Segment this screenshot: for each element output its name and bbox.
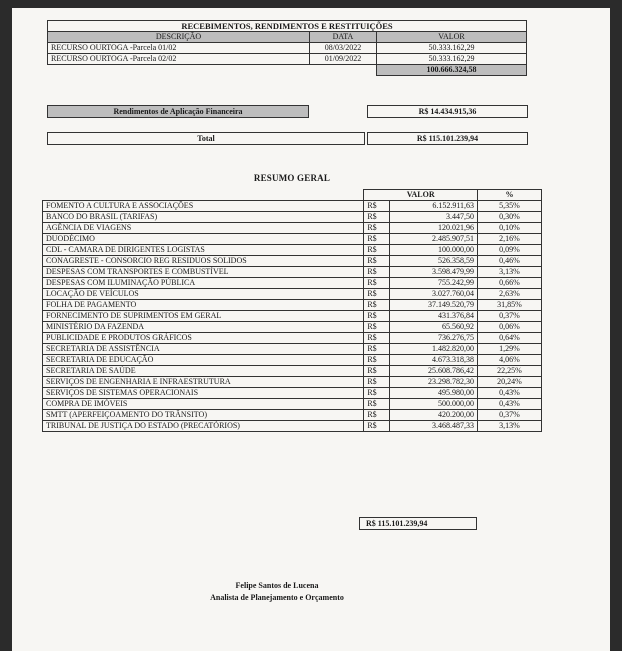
currency-symbol: R$ [364,300,389,311]
expense-value: 23.298.782,30 [389,377,477,388]
receipts-table [47,20,527,76]
expense-name: FOMENTO A CULTURA E ASSOCIAÇÕES [43,201,364,212]
expense-name: FORNECIMENTO DE SUPRIMENTOS EM GERAL [43,311,364,322]
table-row [43,278,542,289]
expense-pct: 0,46% [478,256,542,267]
expense-pct: 0,37% [478,410,542,421]
expense-value: 500.000,00 [389,399,477,410]
table-row [43,322,542,333]
summary-table [42,189,542,432]
expense-pct: 4,06% [478,355,542,366]
expense-name: MINISTÉRIO DA FAZENDA [43,322,364,333]
total-label: Total [47,132,365,145]
table-row [43,223,542,234]
expense-value: 6.152.911,63 [389,201,477,212]
currency-symbol: R$ [364,289,389,300]
summary-header-value: VALOR [364,190,478,201]
table-row [43,366,542,377]
table-row [43,234,542,245]
table-row [43,289,542,300]
income-label: Rendimentos de Aplicação Financeira [47,105,309,118]
expense-pct: 2,63% [478,289,542,300]
expense-name: PUBLICIDADE E PRODUTOS GRÁFICOS [43,333,364,344]
expense-name: DUODÉCIMO [43,234,364,245]
table-row [48,43,527,54]
currency-symbol: R$ [364,311,389,322]
table-row [43,256,542,267]
expense-name: SERVIÇOS DE SISTEMAS OPERACIONAIS [43,388,364,399]
currency-symbol: R$ [364,388,389,399]
expense-pct: 20,24% [478,377,542,388]
expense-pct: 0,30% [478,212,542,223]
receipt-date: 08/03/2022 [310,43,377,54]
header-date: DATA [310,32,377,43]
expense-pct: 0,06% [478,322,542,333]
total-value: R$ 115.101.239,94 [367,132,528,145]
expense-pct: 2,16% [478,234,542,245]
receipt-value: 50.333.162,29 [377,54,527,65]
currency-symbol: R$ [364,212,389,223]
table-row [43,267,542,278]
expense-value: 3.598.479,99 [389,267,477,278]
expense-name: DESPESAS COM TRANSPORTES E COMBUSTÍVEL [43,267,364,278]
expense-name: AGÊNCIA DE VIAGENS [43,223,364,234]
signature-name: Felipe Santos de Lucena [235,581,319,590]
header-value: VALOR [377,32,527,43]
expense-pct: 22,25% [478,366,542,377]
table-row [48,54,527,65]
receipt-description: RECURSO OURTOGA -Parcela 02/02 [48,54,310,65]
table-row [43,245,542,256]
expense-pct: 3,13% [478,267,542,278]
table-row [43,311,542,322]
table-row [43,377,542,388]
expense-name: TRIBUNAL DE JUSTIÇA DO ESTADO (PRECATÓRIOS) [43,421,364,432]
currency-symbol: R$ [364,322,389,333]
signature-role: Analista de Planejamento e Orçamento [210,593,344,602]
table-row [43,333,542,344]
expense-pct: 1,29% [478,344,542,355]
expense-name: SECRETARIA DE ASSISTÊNCIA [43,344,364,355]
income-value: R$ 14.434.915,36 [367,105,528,118]
currency-symbol: R$ [364,344,389,355]
expense-value: 65.560,92 [389,322,477,333]
summary-title: RESUMO GERAL [253,173,331,183]
table-row [43,212,542,223]
currency-symbol: R$ [364,245,389,256]
currency-symbol: R$ [364,355,389,366]
currency-symbol: R$ [364,366,389,377]
table-row [43,201,542,212]
expense-pct: 0,43% [478,388,542,399]
table-row [43,421,542,432]
receipts-header-row [48,32,527,43]
expense-value: 495.980,00 [389,388,477,399]
summary-header-row [43,190,542,201]
receipts-subtotal: 100.666.324,58 [377,65,527,76]
expense-pct: 5,35% [478,201,542,212]
table-row [43,355,542,366]
expense-name: COMPRA DE IMÓVEIS [43,399,364,410]
table-row [43,388,542,399]
expense-pct: 0,64% [478,333,542,344]
table-row [43,344,542,355]
currency-symbol: R$ [364,267,389,278]
receipt-value: 50.333.162,29 [377,43,527,54]
expense-value: 120.021,96 [389,223,477,234]
receipt-date: 01/09/2022 [310,54,377,65]
expense-name: FOLHA DE PAGAMENTO [43,300,364,311]
expense-value: 736.276,75 [389,333,477,344]
expense-value: 2.485.907,51 [389,234,477,245]
expense-value: 3.027.760,04 [389,289,477,300]
expense-name: SECRETARIA DE EDUCAÇÃO [43,355,364,366]
expense-pct: 0,10% [478,223,542,234]
currency-symbol: R$ [364,256,389,267]
expense-value: 3.468.487,33 [389,421,477,432]
expense-pct: 31,85% [478,300,542,311]
expense-pct: 0,43% [478,399,542,410]
currency-symbol: R$ [364,278,389,289]
expense-value: 25.608.786,42 [389,366,477,377]
currency-symbol: R$ [364,333,389,344]
currency-symbol: R$ [364,223,389,234]
currency-symbol: R$ [364,410,389,421]
expense-name: SMTT (APERFEIÇOAMENTO DO TRÂNSITO) [43,410,364,421]
expense-pct: 0,66% [478,278,542,289]
expense-name: DESPESAS COM ILUMINAÇÃO PÚBLICA [43,278,364,289]
expense-pct: 3,13% [478,421,542,432]
grand-total: R$ 115.101.239,94 [359,517,477,530]
currency-symbol: R$ [364,234,389,245]
expense-name: LOCAÇÃO DE VEÍCULOS [43,289,364,300]
expense-value: 755.242,99 [389,278,477,289]
currency-symbol: R$ [364,399,389,410]
expense-name: SECRETARIA DE SAÚDE [43,366,364,377]
expense-pct: 0,37% [478,311,542,322]
expense-value: 37.149.520,79 [389,300,477,311]
receipts-title: RECEBIMENTOS, RENDIMENTOS E RESTITUIÇÕES [48,21,527,32]
expense-value: 3.447,50 [389,212,477,223]
header-description: DESCRIÇÃO [48,32,310,43]
expense-value: 431.376,84 [389,311,477,322]
expense-name: CONAGRESTE - CONSORCIO REG RESIDUOS SOLIDOS [43,256,364,267]
summary-header-pct: % [478,190,542,201]
expense-value: 420.200,00 [389,410,477,421]
receipt-description: RECURSO OURTOGA -Parcela 01/02 [48,43,310,54]
currency-symbol: R$ [364,421,389,432]
receipts-subtotal-row [48,65,527,76]
currency-symbol: R$ [364,201,389,212]
expense-value: 100.000,00 [389,245,477,256]
expense-name: CDL - CAMARA DE DIRIGENTES LOGISTAS [43,245,364,256]
expense-value: 4.673.318,38 [389,355,477,366]
table-row [43,399,542,410]
document-page [12,8,610,651]
expense-name: BANCO DO BRASIL (TARIFAS) [43,212,364,223]
currency-symbol: R$ [364,377,389,388]
table-row [43,300,542,311]
expense-pct: 0,09% [478,245,542,256]
expense-value: 1.482.820,00 [389,344,477,355]
expense-name: SERVIÇOS DE ENGENHARIA E INFRAESTRUTURA [43,377,364,388]
table-row [43,410,542,421]
expense-value: 526.358,59 [389,256,477,267]
